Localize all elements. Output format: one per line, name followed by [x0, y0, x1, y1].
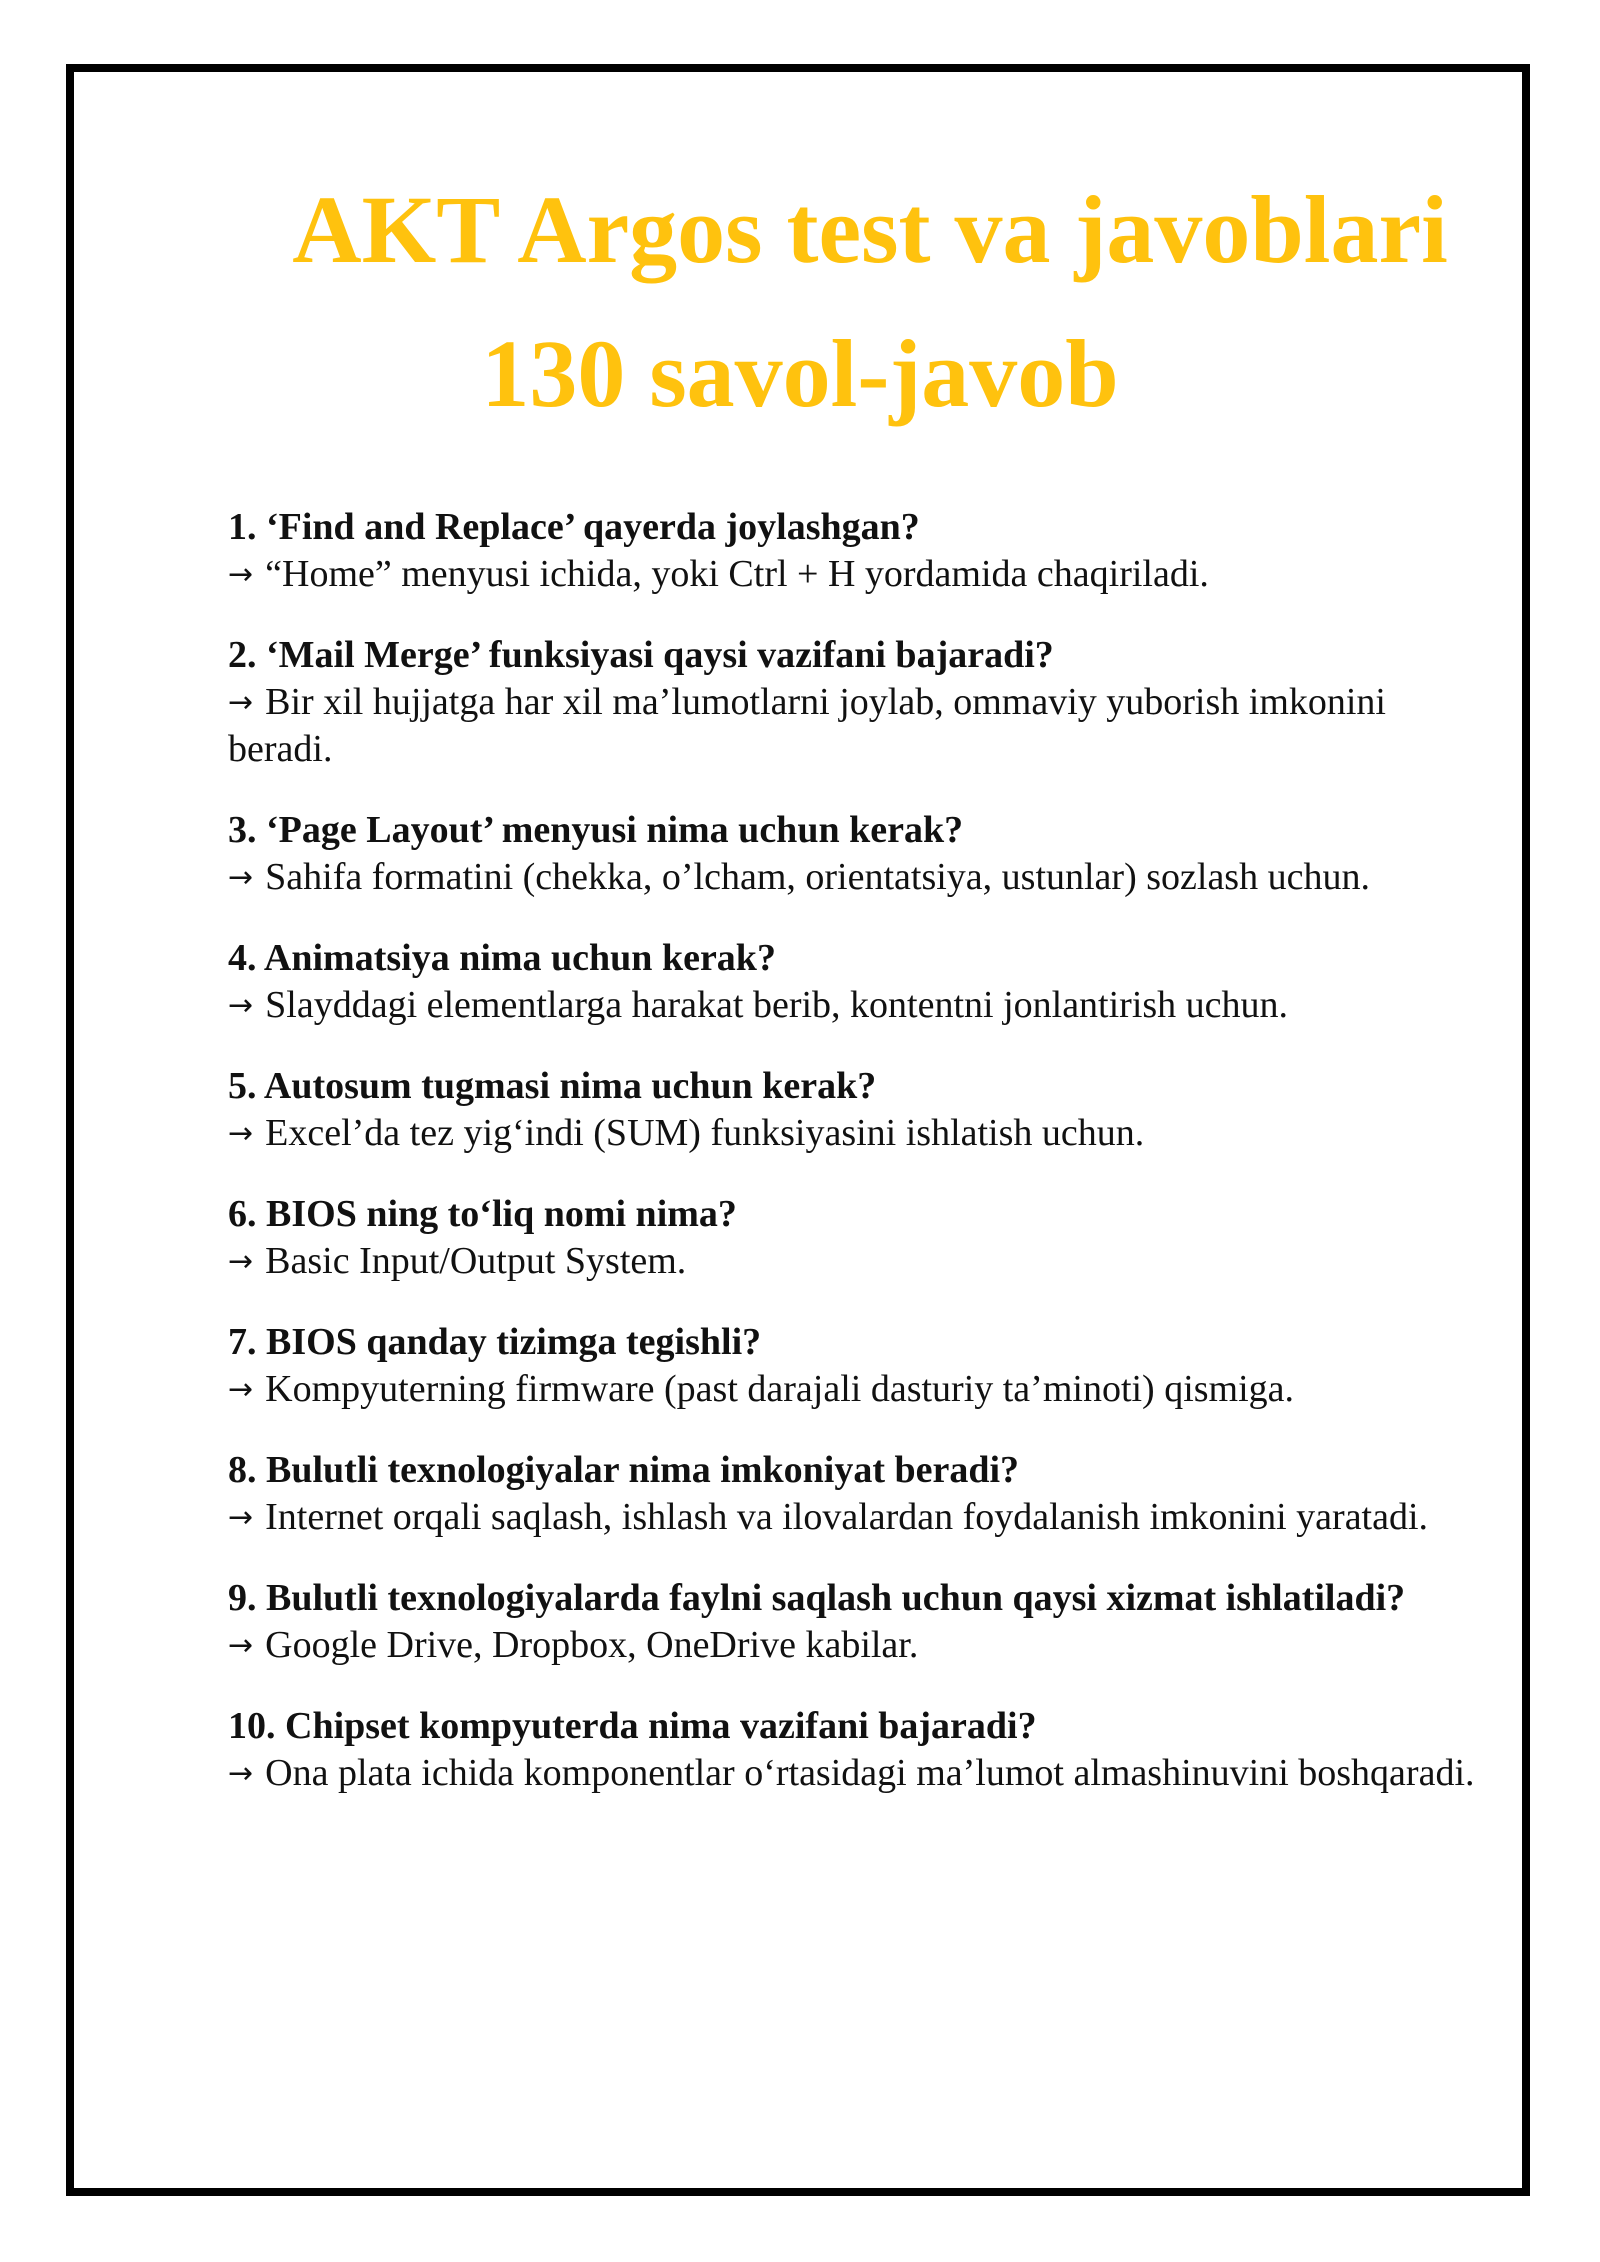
answer — [228, 854, 1488, 901]
answer — [228, 1622, 1488, 1669]
question: 4. Animatsiya nima uchun kerak? — [228, 937, 776, 979]
answer-text: Slayddagi elementlarga harakat berib, kontentni jonlantirish uchun. — [265, 984, 1289, 1026]
arrow-right-icon: → — [228, 1116, 254, 1151]
qa-item — [228, 1575, 1488, 1669]
answer — [228, 679, 1488, 773]
question: 2. ‘Mail Merge’ funksiyasi qaysi vazifani bajaradi? — [228, 634, 1054, 676]
answer-text: Google Drive, Dropbox, OneDrive kabilar. — [265, 1624, 919, 1666]
arrow-right-icon: → — [228, 1628, 254, 1663]
arrow-right-icon: → — [228, 860, 254, 895]
qa-item — [228, 632, 1488, 773]
document-title — [0, 170, 1600, 434]
answer-text: Basic Input/Output System. — [265, 1240, 687, 1282]
answer — [228, 551, 1488, 598]
qa-list — [228, 504, 1488, 1831]
arrow-right-icon: → — [228, 1500, 254, 1535]
qa-item — [228, 504, 1488, 598]
qa-item — [228, 807, 1488, 901]
question: 7. BIOS qanday tizimga tegishli? — [228, 1321, 762, 1363]
qa-item — [228, 1447, 1488, 1541]
answer — [228, 982, 1488, 1029]
answer — [228, 1366, 1488, 1413]
arrow-right-icon: → — [228, 685, 254, 720]
qa-item — [228, 935, 1488, 1029]
title-line-main: AKT Argos test va javoblari — [292, 176, 1448, 283]
question: 1. ‘Find and Replace’ qayerda joylashgan? — [228, 506, 920, 548]
arrow-right-icon: → — [228, 557, 254, 592]
answer-text: Kompyuterning firmware (past darajali dasturiy ta’minoti) qismiga. — [265, 1368, 1295, 1410]
question: 3. ‘Page Layout’ menyusi nima uchun kerak? — [228, 809, 964, 851]
qa-item — [228, 1319, 1488, 1413]
arrow-right-icon: → — [228, 988, 254, 1023]
question: 8. Bulutli texnologiyalar nima imkoniyat beradi? — [228, 1449, 1020, 1491]
answer-text: Excel’da tez yig‘indi (SUM) funksiyasini ishlatish uchun. — [265, 1112, 1145, 1154]
title-line-subtitle: 130 savol-javob — [481, 320, 1119, 427]
question: 10. Chipset kompyuterda nima vazifani bajaradi? — [228, 1705, 1037, 1747]
answer — [228, 1494, 1488, 1541]
answer-text: Internet orqali saqlash, ishlash va ilovalardan foydalanish imkonini yaratadi. — [265, 1496, 1429, 1538]
answer-text: Ona plata ichida komponentlar o‘rtasidagi ma’lumot almashinuvini boshqaradi. — [265, 1752, 1475, 1794]
question: 5. Autosum tugmasi nima uchun kerak? — [228, 1065, 877, 1107]
answer-text: Sahifa formatini (chekka, o’lcham, orientatsiya, ustunlar) sozlash uchun. — [265, 856, 1370, 898]
arrow-right-icon: → — [228, 1372, 254, 1407]
answer — [228, 1238, 1488, 1285]
answer — [228, 1110, 1488, 1157]
qa-item — [228, 1063, 1488, 1157]
answer-text: Bir xil hujjatga har xil ma’lumotlarni joylab, ommaviy yuborish imkonini beradi. — [228, 681, 1386, 770]
question: 9. Bulutli texnologiyalarda faylni saqlash uchun qaysi xizmat ishlatiladi? — [228, 1577, 1406, 1619]
qa-item — [228, 1191, 1488, 1285]
arrow-right-icon: → — [228, 1756, 254, 1791]
answer-text: “Home” menyusi ichida, yoki Ctrl + H yordamida chaqiriladi. — [265, 553, 1209, 595]
answer — [228, 1750, 1488, 1797]
arrow-right-icon: → — [228, 1244, 254, 1279]
question: 6. BIOS ning to‘liq nomi nima? — [228, 1193, 737, 1235]
qa-item — [228, 1703, 1488, 1797]
